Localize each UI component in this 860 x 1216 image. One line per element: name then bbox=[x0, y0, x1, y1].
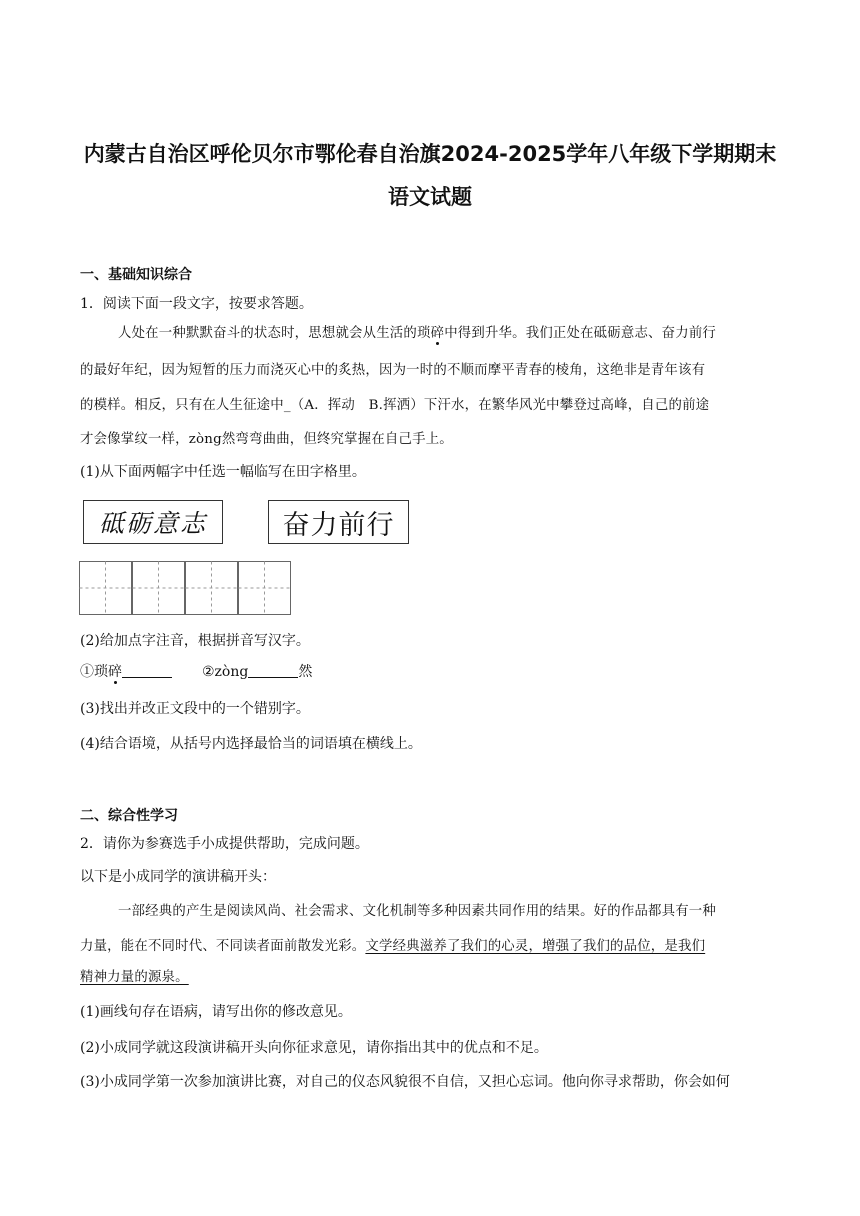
tianzige-cell[interactable] bbox=[186, 562, 238, 615]
sub-question-1: (1)从下面两幅字中任选一幅临写在田字格里。 bbox=[80, 464, 366, 480]
underlined-sentence: 精神力量的源泉。 bbox=[80, 970, 189, 985]
section-1-heading: 一、基础知识综合 bbox=[80, 267, 192, 283]
blank-label: 然 bbox=[298, 664, 313, 680]
sub-question-2-blanks bbox=[80, 661, 312, 681]
speech-text: 力量，能在不同时代、不同读者面前散发光彩。 bbox=[80, 939, 366, 954]
dotted-char: 碎 bbox=[430, 326, 445, 341]
tianzige-grid[interactable] bbox=[79, 561, 293, 616]
sub-question-2-2: (2)小成同学就这段演讲稿开头向你征求意见，请你指出其中的优点和不足。 bbox=[80, 1040, 548, 1056]
blank-label: ①琐 bbox=[80, 664, 108, 680]
answer-blank[interactable] bbox=[248, 663, 298, 678]
answer-blank[interactable] bbox=[122, 663, 172, 678]
underlined-sentence: 文学经典滋养了我们的心灵，增强了我们的品位，是我们 bbox=[365, 939, 706, 954]
sub-question-2: (2)给加点字注音，根据拼音写汉字。 bbox=[80, 633, 310, 649]
sub-question-3: (3)找出并改正文段中的一个错别字。 bbox=[80, 701, 310, 717]
tianzige-cell[interactable] bbox=[239, 562, 291, 615]
passage-line-3: 的模样。相反，只有在人生征途中_（A．挥动 B.挥洒）下汗水，在繁华风光中攀登过高峰，自己的前途 bbox=[80, 398, 710, 413]
sub-question-2-1: (1)画线句存在语病，请写出你的修改意见。 bbox=[80, 1004, 352, 1020]
tianzige-cell[interactable] bbox=[80, 562, 132, 615]
speech-line-3 bbox=[80, 966, 780, 985]
passage-line-4: 才会像掌纹一样，zòng然弯弯曲曲，但终究掌握在自己手上。 bbox=[80, 432, 453, 447]
sub-question-2-3: (3)小成同学第一次参加演讲比赛，对自己的仪态风貌很不自信，又担心忘词。他向你寻求帮助，你会如何 bbox=[80, 1074, 730, 1090]
passage-line-2: 的最好年纪，因为短暂的压力而浇灭心中的炙热，因为一时的不顺而摩平青春的棱角，这绝非是青年该有 bbox=[80, 363, 706, 378]
passage-text: 人处在一种默默奋斗的状态时，思想就会从生活的琐 bbox=[118, 326, 431, 341]
title-line-2: 语文试题 bbox=[388, 185, 472, 209]
calligraphy-text: 奋力前行 bbox=[282, 509, 395, 541]
passage-line-1 bbox=[118, 322, 818, 341]
speech-intro: 以下是小成同学的演讲稿开头： bbox=[80, 869, 276, 885]
question-1-stem: 1．阅读下面一段文字，按要求答题。 bbox=[80, 296, 313, 312]
dotted-char: 碎 bbox=[108, 664, 122, 680]
question-2-stem: 2．请你为参赛选手小成提供帮助，完成问题。 bbox=[80, 836, 369, 852]
section-2-heading: 二、综合性学习 bbox=[80, 808, 178, 824]
calligraphy-sample-left bbox=[83, 500, 223, 544]
tianzige-cell[interactable] bbox=[133, 562, 185, 615]
speech-line-2 bbox=[80, 935, 780, 954]
blank-label: ②zòng bbox=[202, 664, 249, 680]
calligraphy-text: 砥砺意志 bbox=[98, 509, 207, 538]
calligraphy-sample-right bbox=[268, 500, 409, 544]
sub-question-4: (4)结合语境，从括号内选择最恰当的词语填在横线上。 bbox=[80, 736, 422, 752]
title-line-1: 内蒙古自治区呼伦贝尔市鄂伦春自治旗2024-2025学年八年级下学期期末 bbox=[83, 142, 777, 166]
passage-text: 中得到升华。我们正处在砥砺意志、奋力前行 bbox=[444, 326, 716, 341]
speech-line-1: 一部经典的产生是阅读风尚、社会需求、文化机制等多种因素共同作用的结果。好的作品都具有一种 bbox=[118, 904, 716, 919]
